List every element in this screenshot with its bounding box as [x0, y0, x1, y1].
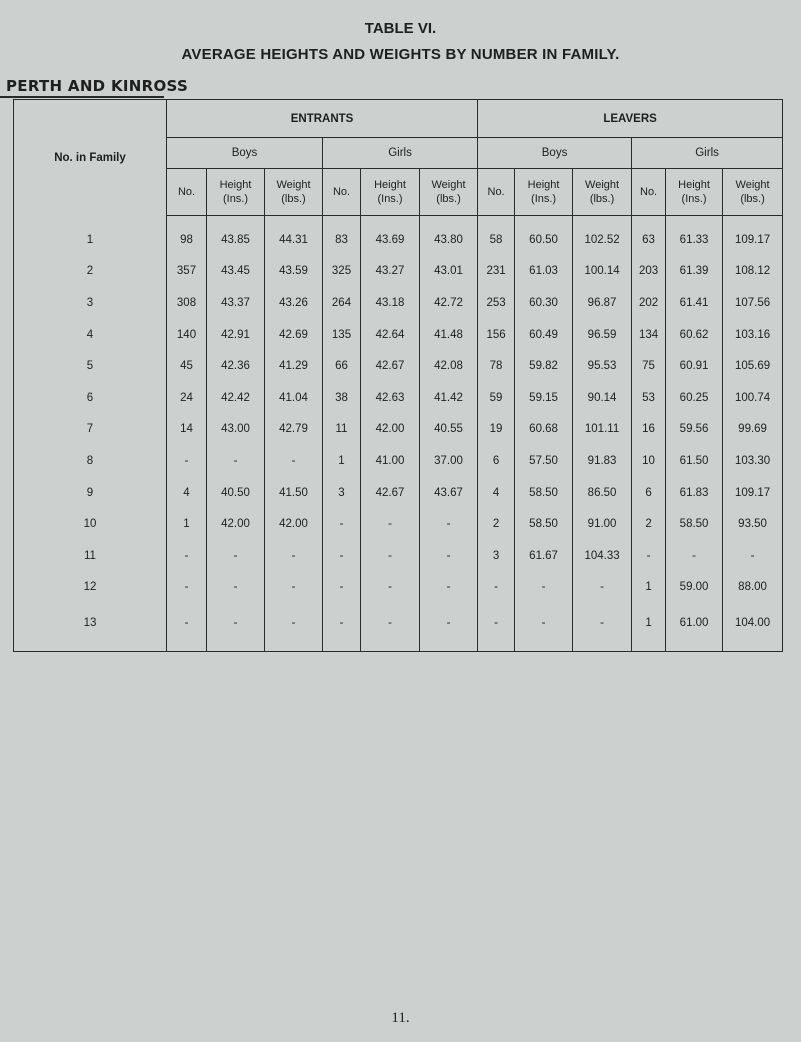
family-size-cell: 9 [86, 486, 94, 499]
table-cell: 1 [632, 572, 666, 604]
table-cell: 43.00 [207, 414, 265, 446]
table-cell: - [361, 540, 420, 572]
table-row [14, 572, 783, 604]
table-cell: 102.52 [573, 216, 632, 256]
table-cell: 42.67 [361, 477, 420, 509]
table-cell: 43.37 [207, 287, 265, 319]
table-cell: 61.83 [666, 477, 723, 509]
table-cell: - [207, 603, 265, 652]
table-cell: - [723, 540, 783, 572]
table-cell: - [265, 540, 323, 572]
table-cell: 4 [167, 477, 207, 509]
table-cell: 103.30 [723, 445, 783, 477]
table-cell: 41.04 [265, 382, 323, 414]
family-size-cell: 4 [86, 328, 94, 341]
table-cell: 100.74 [723, 382, 783, 414]
table-cell: 59.56 [666, 414, 723, 446]
table-cell: 43.69 [361, 216, 420, 256]
table-cell: 42.00 [361, 414, 420, 446]
table-cell: - [515, 603, 573, 652]
table-cell: 43.80 [420, 216, 478, 256]
table-cell: 59.15 [515, 382, 573, 414]
table-cell: 4 [478, 477, 515, 509]
table-cell: 45 [167, 350, 207, 382]
table-cell: - [323, 508, 361, 540]
header-entrants-girls-no: No. [323, 169, 361, 216]
header-leavers-boys: Boys [478, 138, 632, 169]
table-cell: 38 [323, 382, 361, 414]
table-row [14, 319, 783, 351]
table-cell: 43.26 [265, 287, 323, 319]
table-cell: 1 [632, 603, 666, 652]
table-cell: - [167, 572, 207, 604]
table-cell: 2 [478, 508, 515, 540]
family-size-cell: 11 [84, 549, 96, 562]
table-cell: 78 [478, 350, 515, 382]
table-cell: 41.29 [265, 350, 323, 382]
table-cell: 83 [323, 216, 361, 256]
table-row [14, 603, 783, 652]
table-cell: - [573, 572, 632, 604]
table-cell: 59.00 [666, 572, 723, 604]
table-cell: 11 [323, 414, 361, 446]
table-cell: 90.14 [573, 382, 632, 414]
family-size-cell: 10 [83, 518, 97, 531]
table-cell: 202 [632, 287, 666, 319]
page-number: 11. [391, 1010, 410, 1026]
table-cell: 42.91 [207, 319, 265, 351]
table-cell: 41.50 [265, 477, 323, 509]
table-cell: 109.17 [723, 216, 783, 256]
table-cell: 156 [478, 319, 515, 351]
table-cell: - [207, 572, 265, 604]
table-cell: 43.45 [207, 256, 265, 288]
table-cell: 99.69 [723, 414, 783, 446]
table-cell: 96.87 [573, 287, 632, 319]
table-cell: 253 [478, 287, 515, 319]
table-cell: - [515, 572, 573, 604]
table-cell: 42.00 [207, 508, 265, 540]
table-cell: - [265, 603, 323, 652]
table-row [14, 350, 783, 382]
table-cell: - [420, 603, 478, 652]
table-cell: 91.00 [573, 508, 632, 540]
table-cell: - [167, 540, 207, 572]
table-cell: 86.50 [573, 477, 632, 509]
table-cell: 6 [478, 445, 515, 477]
family-size-cell: 8 [86, 454, 94, 467]
region-label: PERTH AND KINROSS [6, 77, 189, 95]
family-size-cell: 1 [86, 233, 94, 246]
table-cell: 60.68 [515, 414, 573, 446]
table-cell: 3 [478, 540, 515, 572]
table-cell: 61.33 [666, 216, 723, 256]
table-cell: 308 [167, 287, 207, 319]
header-leavers-girls: Girls [632, 138, 783, 169]
table-row [14, 256, 783, 288]
family-size-cell: 12 [83, 581, 97, 594]
table-cell: 42.63 [361, 382, 420, 414]
table-cell: 96.59 [573, 319, 632, 351]
table-cell: - [361, 603, 420, 652]
table-cell: - [420, 572, 478, 604]
header-entrants: ENTRANTS [167, 100, 478, 138]
table-cell: 91.83 [573, 445, 632, 477]
family-size-cell: 13 [83, 617, 97, 630]
table-cell: 60.25 [666, 382, 723, 414]
table-cell: - [207, 540, 265, 572]
table-row [14, 382, 783, 414]
table-cell: 16 [632, 414, 666, 446]
table-cell: 104.33 [573, 540, 632, 572]
header-entrants-boys: Boys [167, 138, 323, 169]
table-cell: - [265, 572, 323, 604]
header-leavers-boys-weight: Weight (lbs.) [573, 169, 632, 216]
table-row [14, 414, 783, 446]
table-cell: - [361, 572, 420, 604]
table-cell: 43.59 [265, 256, 323, 288]
table-cell: 104.00 [723, 603, 783, 652]
table-cell: 42.64 [361, 319, 420, 351]
header-leavers-girls-height: Height (Ins.) [666, 169, 723, 216]
table-cell: 98 [167, 216, 207, 256]
table-subtitle: AVERAGE HEIGHTS AND WEIGHTS BY NUMBER IN FAMILY. [181, 46, 620, 63]
table-cell: 325 [323, 256, 361, 288]
table-row [14, 540, 783, 572]
table-cell: 59.82 [515, 350, 573, 382]
table-cell: 140 [167, 319, 207, 351]
table-cell: 107.56 [723, 287, 783, 319]
table-cell: 93.50 [723, 508, 783, 540]
header-leavers-girls-weight: Weight (lbs.) [723, 169, 783, 216]
table-cell: - [573, 603, 632, 652]
table-cell: - [265, 445, 323, 477]
table-cell: 41.00 [361, 445, 420, 477]
table-cell: 61.50 [666, 445, 723, 477]
table-cell: 59 [478, 382, 515, 414]
table-cell: 264 [323, 287, 361, 319]
family-size-cell: 3 [86, 296, 94, 309]
table-cell: 101.11 [573, 414, 632, 446]
header-entrants-boys-height: Height (Ins.) [207, 169, 265, 216]
table-row [14, 287, 783, 319]
table-cell: 43.18 [361, 287, 420, 319]
table-row [14, 508, 783, 540]
table-cell: - [167, 603, 207, 652]
heights-weights-table [13, 99, 783, 652]
table-cell: 203 [632, 256, 666, 288]
table-cell: 100.14 [573, 256, 632, 288]
table-cell: 60.91 [666, 350, 723, 382]
table-cell: 58.50 [515, 477, 573, 509]
table-cell: 1 [167, 508, 207, 540]
table-cell: 43.85 [207, 216, 265, 256]
header-entrants-girls-height: Height (Ins.) [361, 169, 420, 216]
family-size-cell: 2 [86, 265, 94, 278]
table-row [14, 477, 783, 509]
header-entrants-boys-no: No. [167, 169, 207, 216]
table-cell: 40.50 [207, 477, 265, 509]
table-cell: - [323, 572, 361, 604]
table-cell: 44.31 [265, 216, 323, 256]
table-cell: 3 [323, 477, 361, 509]
header-entrants-boys-weight: Weight (lbs.) [265, 169, 323, 216]
header-no-in-family: No. in Family [54, 151, 126, 164]
table-cell: 10 [632, 445, 666, 477]
table-cell: 42.00 [265, 508, 323, 540]
table-cell: 14 [167, 414, 207, 446]
family-size-cell: 5 [86, 360, 94, 373]
header-leavers-boys-height: Height (Ins.) [515, 169, 573, 216]
table-cell: 19 [478, 414, 515, 446]
table-cell: 42.69 [265, 319, 323, 351]
table-cell: 66 [323, 350, 361, 382]
table-cell: 61.00 [666, 603, 723, 652]
table-cell: 58.50 [666, 508, 723, 540]
table-cell: 40.55 [420, 414, 478, 446]
table-cell: 61.67 [515, 540, 573, 572]
table-cell: 58 [478, 216, 515, 256]
table-row [14, 445, 783, 477]
header-entrants-girls-weight: Weight (lbs.) [420, 169, 478, 216]
table-cell: - [361, 508, 420, 540]
table-cell: 75 [632, 350, 666, 382]
table-cell: 108.12 [723, 256, 783, 288]
table-cell: 42.42 [207, 382, 265, 414]
table-cell: 60.49 [515, 319, 573, 351]
family-size-cell: 7 [86, 423, 94, 436]
table-cell: - [420, 508, 478, 540]
header-leavers-girls-no: No. [632, 169, 666, 216]
table-cell: - [666, 540, 723, 572]
table-cell: - [478, 603, 515, 652]
table-cell: 43.67 [420, 477, 478, 509]
family-size-cell: 6 [86, 391, 94, 404]
table-cell: 42.67 [361, 350, 420, 382]
table-cell: 42.08 [420, 350, 478, 382]
table-cell: 231 [478, 256, 515, 288]
table-cell: 37.00 [420, 445, 478, 477]
table-cell: 60.50 [515, 216, 573, 256]
table-cell: 58.50 [515, 508, 573, 540]
table-cell: 6 [632, 477, 666, 509]
table-title: TABLE VI. [364, 20, 437, 37]
table-cell: 61.41 [666, 287, 723, 319]
table-cell: 134 [632, 319, 666, 351]
table-cell: 41.48 [420, 319, 478, 351]
table-cell: 57.50 [515, 445, 573, 477]
table-cell: 60.62 [666, 319, 723, 351]
table-cell: 61.03 [515, 256, 573, 288]
table-cell: 43.01 [420, 256, 478, 288]
table-cell: - [420, 540, 478, 572]
table-cell: 95.53 [573, 350, 632, 382]
table-cell: 42.79 [265, 414, 323, 446]
header-leavers: LEAVERS [478, 100, 783, 138]
table-cell: 60.30 [515, 287, 573, 319]
table-cell: - [207, 445, 265, 477]
table-cell: 2 [632, 508, 666, 540]
table-cell: - [632, 540, 666, 572]
table-cell: - [323, 603, 361, 652]
table-cell: - [323, 540, 361, 572]
header-entrants-girls: Girls [323, 138, 478, 169]
table-cell: 41.42 [420, 382, 478, 414]
table-cell: 1 [323, 445, 361, 477]
table-cell: 43.27 [361, 256, 420, 288]
table-cell: 24 [167, 382, 207, 414]
table-row [14, 216, 783, 256]
table-cell: - [167, 445, 207, 477]
table-cell: 105.69 [723, 350, 783, 382]
table-cell: 135 [323, 319, 361, 351]
table-cell: 53 [632, 382, 666, 414]
table-cell: - [478, 572, 515, 604]
header-leavers-boys-no: No. [478, 169, 515, 216]
table-cell: 103.16 [723, 319, 783, 351]
table-cell: 357 [167, 256, 207, 288]
table-cell: 63 [632, 216, 666, 256]
region-underline [0, 96, 164, 98]
table-cell: 61.39 [666, 256, 723, 288]
table-cell: 42.72 [420, 287, 478, 319]
table-cell: 109.17 [723, 477, 783, 509]
table-cell: 42.36 [207, 350, 265, 382]
table-cell: 88.00 [723, 572, 783, 604]
